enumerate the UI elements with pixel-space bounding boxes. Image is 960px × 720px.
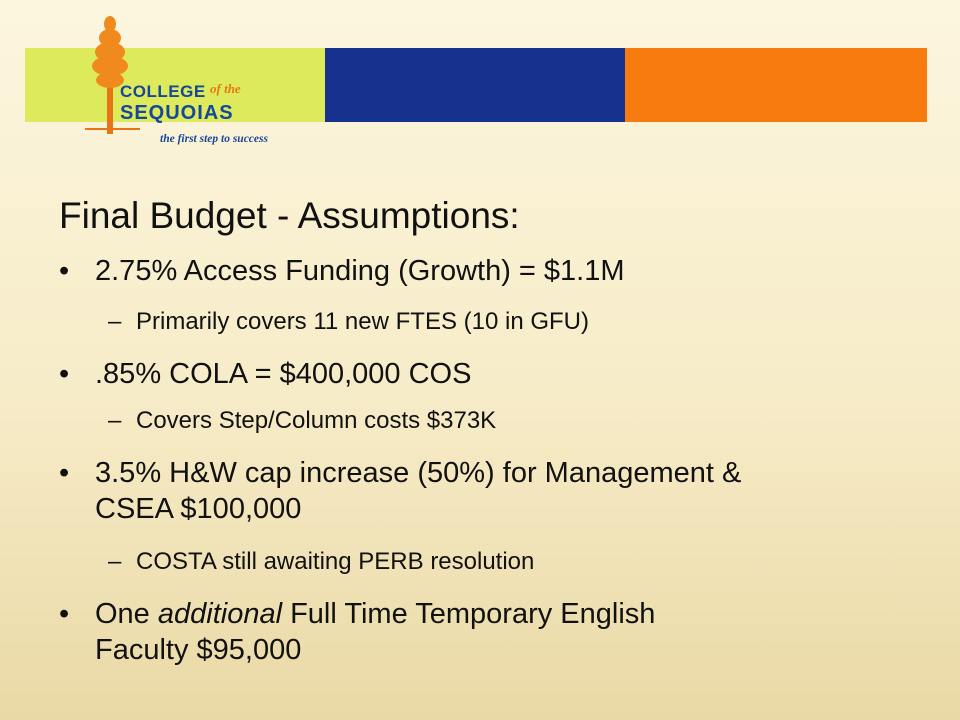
bullet-text: .85% COLA = $400,000 COS <box>95 358 472 390</box>
sub-bullet-item <box>108 307 589 337</box>
bullet-dot-icon: • <box>59 255 70 287</box>
slide-title: Final Budget - Assumptions: <box>59 195 520 236</box>
header-band-blue <box>325 48 625 122</box>
bullet-text <box>95 455 915 527</box>
bullet-dot-icon: • <box>59 598 70 630</box>
sub-bullet-item <box>108 547 534 577</box>
bullet-text-emphasis: additional <box>157 598 283 630</box>
dash-icon: – <box>108 548 122 575</box>
bullet-text-line: 3.5% H&W cap increase (50%) for Management & <box>95 457 742 489</box>
logo-word-college: COLLEGE <box>120 82 206 101</box>
sub-bullet-text: Covers Step/Column costs $373K <box>136 407 497 434</box>
bullet-text: 2.75% Access Funding (Growth) = $1.1M <box>95 255 625 287</box>
bullet-text-post: Full Time Temporary English <box>282 598 656 630</box>
header-band-orange <box>625 48 927 122</box>
logo-word-sequoias: SEQUOIAS <box>120 102 234 124</box>
dash-icon: – <box>108 308 122 335</box>
bullet-dot-icon: • <box>59 457 70 489</box>
logo-word-of-the: of the <box>210 81 241 96</box>
sub-bullet-text: COSTA still awaiting PERB resolution <box>136 548 535 575</box>
college-logo <box>80 14 310 154</box>
bullet-text-pre: One <box>95 598 158 630</box>
sub-bullet-item <box>108 406 496 436</box>
bullet-text-line: Faculty $95,000 <box>95 634 302 666</box>
bullet-text-line: CSEA $100,000 <box>95 493 302 525</box>
logo-tagline: the first step to success <box>160 133 268 145</box>
dash-icon: – <box>108 407 122 434</box>
sub-bullet-text: Primarily covers 11 new FTES (10 in GFU) <box>136 308 589 335</box>
bullet-text <box>95 596 915 668</box>
bullet-dot-icon: • <box>59 358 70 390</box>
